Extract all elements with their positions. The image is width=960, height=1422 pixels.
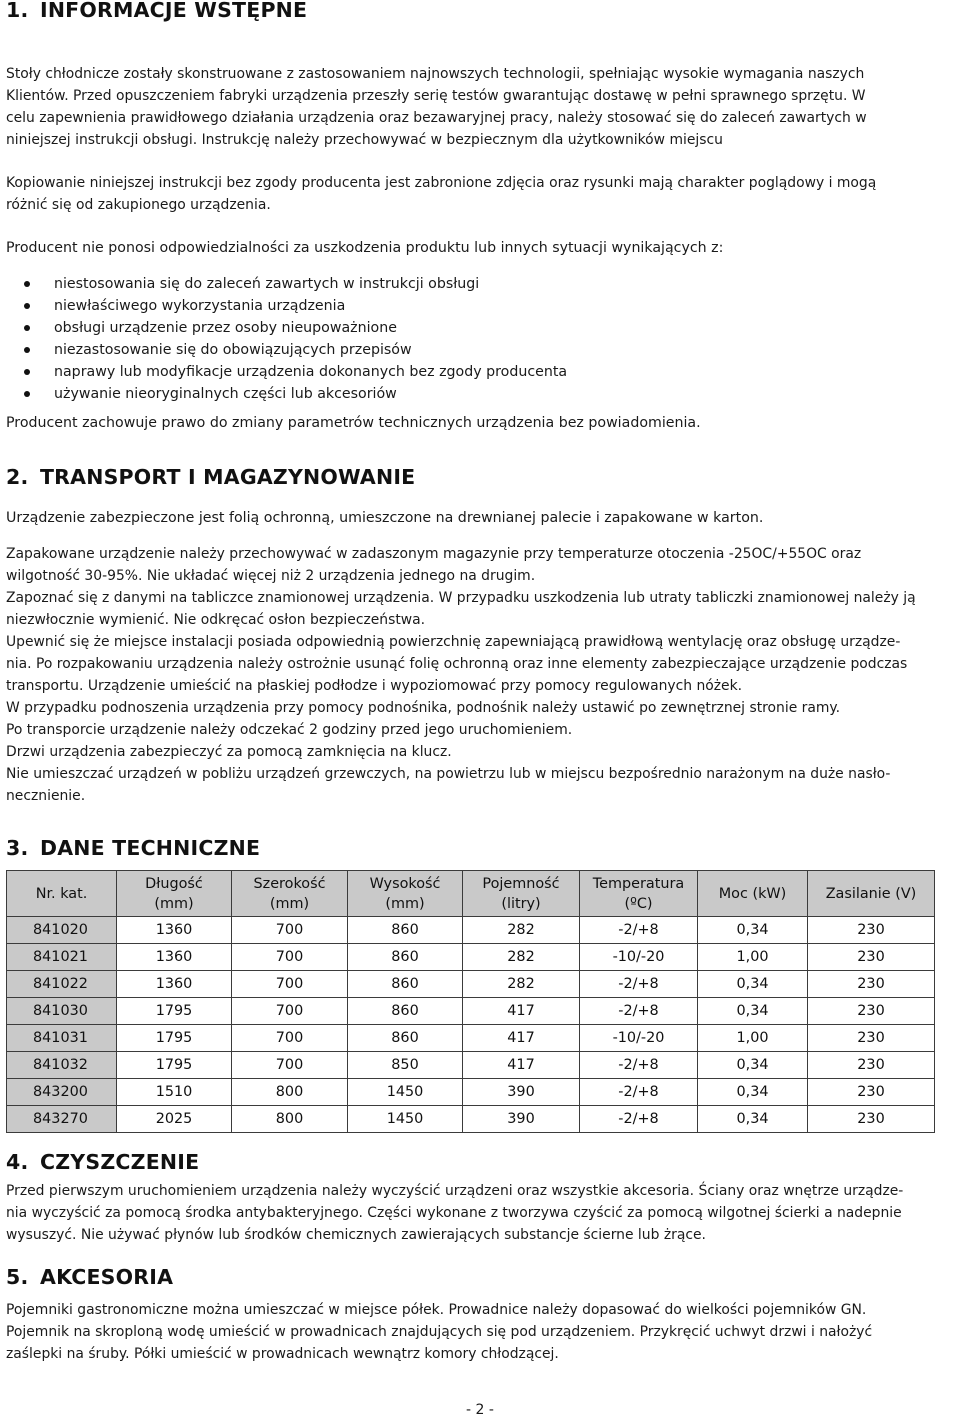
table-cell: 841032 — [7, 1052, 117, 1079]
section-heading-1 — [6, 0, 307, 22]
table-cell: 0,34 — [698, 1052, 808, 1079]
table-cell: 1795 — [117, 1052, 232, 1079]
table-row — [7, 917, 935, 944]
table-cell: 1795 — [117, 998, 232, 1025]
section-heading-3 — [6, 836, 260, 860]
table-cell: 417 — [463, 998, 580, 1025]
table-cell: 230 — [808, 944, 935, 971]
table-cell: 230 — [808, 998, 935, 1025]
table-cell: 0,34 — [698, 971, 808, 998]
table-cell: 230 — [808, 1106, 935, 1133]
section-title: INFORMACJE WSTĘPNE — [40, 0, 308, 22]
table-cell: 1,00 — [698, 944, 808, 971]
list-item: niestosowania się do zaleceń zawartych w instrukcji obsługi — [22, 273, 567, 295]
table-cell: 800 — [232, 1079, 348, 1106]
transport-paragraph-2: Zapakowane urządzenie należy przechowywać w zadaszonym magazynie przy temperaturze otoczenia -25OC/+55OC oraz wilgotność 30-95%. Nie układać więcej niż 2 urządzenia jednego na drugim. Zapoznać się z danymi na tabliczce znamionowej urządzenia. W przypadku uszkodzenia lub utraty tabliczki znamionowej należy ją niezwłocznie wymienić. Nie odkręcać osłon bezpieczeństwa. Upewnić się że miejsce instalacji posiada odpowiednią powierzchnię zapewniającą prawidłową wentylację oraz obsługę urządze- nia. Po rozpakowaniu urządzenia należy ostrożnie usunąć folię ochronną oraz inne elementy zabezpieczające urządzenie podczas transportu. Urządzenie umieścić na płaskiej podłodze i wypoziomować przy pomocy regulowanych nóżek. W przypadku podnoszenia urządzenia przy pomocy podnośnika, podnośnik należy ustawić po zewnętrznej stronie ramy. Po transporcie urządzenie należy odczekać 2 godziny przed jego uruchomieniem. Drzwi urządzenia zabezpieczyć za pomocą zamknięcia na klucz. Nie umieszczać urządzeń w pobliżu urządzeń grzewczych, na powietrzu lub w miejscu bezpośrednio narażonym na duże nasło- necznienie. — [6, 546, 916, 804]
table-cell: 860 — [348, 998, 463, 1025]
table-cell: 841021 — [7, 944, 117, 971]
column-header: Zasilanie (V) — [808, 871, 935, 917]
table-cell: 1360 — [117, 971, 232, 998]
table-cell: 230 — [808, 1079, 935, 1106]
table-cell: 700 — [232, 971, 348, 998]
table-cell: 390 — [463, 1106, 580, 1133]
list-item: naprawy lub modyfikacje urządzenia dokonanych bez zgody producenta — [22, 361, 567, 383]
section-heading-5 — [6, 1265, 173, 1289]
table-cell: 1450 — [348, 1106, 463, 1133]
table-cell: 841031 — [7, 1025, 117, 1052]
table-cell: 0,34 — [698, 1106, 808, 1133]
table-cell: 700 — [232, 1025, 348, 1052]
table-cell: 230 — [808, 917, 935, 944]
column-header: Nr. kat. — [7, 871, 117, 917]
column-header: Długość (mm) — [117, 871, 232, 917]
column-header: Moc (kW) — [698, 871, 808, 917]
table-cell: -2/+8 — [580, 1079, 698, 1106]
table-row — [7, 1052, 935, 1079]
list-item: niezastosowanie się do obowiązujących przepisów — [22, 339, 567, 361]
table-row — [7, 944, 935, 971]
table-cell: 390 — [463, 1079, 580, 1106]
table-cell: 1360 — [117, 917, 232, 944]
table-cell: 700 — [232, 917, 348, 944]
table-cell: 800 — [232, 1106, 348, 1133]
column-header: Szerokość (mm) — [232, 871, 348, 917]
table-cell: 850 — [348, 1052, 463, 1079]
table-cell: -2/+8 — [580, 998, 698, 1025]
table-header-row — [7, 871, 935, 917]
table-cell: 860 — [348, 944, 463, 971]
section-heading-4 — [6, 1150, 199, 1174]
table-cell: 841020 — [7, 917, 117, 944]
table-row — [7, 1079, 935, 1106]
list-item: obsługi urządzenie przez osoby nieupoważnione — [22, 317, 567, 339]
table-cell: 0,34 — [698, 998, 808, 1025]
page-number: - 2 - — [466, 1402, 494, 1418]
section-number: 4. — [6, 1150, 29, 1174]
table-body — [7, 917, 935, 1133]
intro-paragraph-4: Producent zachowuje prawo do zmiany parametrów technicznych urządzenia bez powiadomienia. — [6, 415, 701, 431]
table-cell: -10/-20 — [580, 944, 698, 971]
liability-list — [22, 273, 567, 405]
table-cell: 1,00 — [698, 1025, 808, 1052]
table-cell: 0,34 — [698, 917, 808, 944]
technical-data-table — [6, 870, 935, 1133]
table-cell: 841022 — [7, 971, 117, 998]
table-cell: 282 — [463, 917, 580, 944]
section-title: CZYSZCZENIE — [40, 1150, 200, 1174]
list-item: używanie nieoryginalnych części lub akcesoriów — [22, 383, 567, 405]
table-cell: 1450 — [348, 1079, 463, 1106]
intro-paragraph-2: Kopiowanie niniejszej instrukcji bez zgody producenta jest zabronione zdjęcia oraz rysunki mają charakter poglądowy i mogą różnić się od zakupionego urządzenia. — [6, 175, 877, 213]
table-cell: 230 — [808, 971, 935, 998]
table-cell: 282 — [463, 944, 580, 971]
table-cell: 700 — [232, 998, 348, 1025]
table-cell: 843270 — [7, 1106, 117, 1133]
table-row — [7, 971, 935, 998]
section-heading-2 — [6, 465, 415, 489]
table-cell: -2/+8 — [580, 1052, 698, 1079]
table-cell: 230 — [808, 1025, 935, 1052]
table-cell: 860 — [348, 1025, 463, 1052]
intro-paragraph-3: Producent nie ponosi odpowiedzialności za uszkodzenia produktu lub innych sytuacji wynikających z: — [6, 240, 724, 256]
table-cell: 860 — [348, 971, 463, 998]
table-cell: 1360 — [117, 944, 232, 971]
table-cell: 417 — [463, 1052, 580, 1079]
table-cell: 700 — [232, 944, 348, 971]
table-cell: 2025 — [117, 1106, 232, 1133]
cleaning-paragraph: Przed pierwszym uruchomieniem urządzenia należy wyczyścić urządzeni oraz wszystkie akcesoria. Ściany oraz wnętrze urządze- nia wyczyścić za pomocą środka antybakteryjnego. Części wykonane z tworzywa czyścić za pomocą wilgotnej ścierki a nadepnie wysuszyć. Nie używać płynów lub środków chemicznych zawierających substancje ścierne lub żrące. — [6, 1183, 904, 1243]
table-cell: 860 — [348, 917, 463, 944]
table-cell: 1510 — [117, 1079, 232, 1106]
column-header: Temperatura (ºC) — [580, 871, 698, 917]
section-number: 5. — [6, 1265, 29, 1289]
section-title: AKCESORIA — [40, 1265, 174, 1289]
intro-paragraph-1: Stoły chłodnicze zostały skonstruowane z zastosowaniem najnowszych technologii, spełniając wysokie wymagania naszych Klientów. Przed opuszczeniem fabryki urządzenia przeszły serię testów gwarantując dostawę w pełni sprawnego sprzętu. W celu zapewnienia prawidłowego działania urządzenia oraz bezawaryjnej pracy, należy stosować się do zaleceń zawartych w niniejszej instrukcji obsługi. Instrukcję należy przechowywać w bezpiecznym dla użytkowników miejscu — [6, 66, 867, 148]
table-cell: -2/+8 — [580, 971, 698, 998]
transport-paragraph-1: Urządzenie zabezpieczone jest folią ochronną, umieszczone na drewnianej palecie i zapakowane w karton. — [6, 510, 764, 526]
table-cell: 230 — [808, 1052, 935, 1079]
table-row — [7, 1106, 935, 1133]
accessories-paragraph: Pojemniki gastronomiczne można umieszczać w miejsce półek. Prowadnice należy dopasować do wielkości pojemników GN. Pojemnik na skroploną wodę umieścić w prowadnicach znajdujących się pod urządzeniem. Przykręcić uchwyt drzwi i nałożyć zaślepki na śruby. Półki umieścić w prowadnicach wewnątrz komory chłodzącej. — [6, 1302, 873, 1362]
table-cell: 843200 — [7, 1079, 117, 1106]
table-cell: 0,34 — [698, 1079, 808, 1106]
section-title: TRANSPORT I MAGAZYNOWANIE — [40, 465, 416, 489]
table-cell: 282 — [463, 971, 580, 998]
column-header: Wysokość (mm) — [348, 871, 463, 917]
table-row — [7, 998, 935, 1025]
table-cell: -2/+8 — [580, 1106, 698, 1133]
column-header: Pojemność (litry) — [463, 871, 580, 917]
table-cell: 841030 — [7, 998, 117, 1025]
section-number: 3. — [6, 836, 29, 860]
table-cell: -10/-20 — [580, 1025, 698, 1052]
section-number: 2. — [6, 465, 29, 489]
table-cell: -2/+8 — [580, 917, 698, 944]
table-row — [7, 1025, 935, 1052]
list-item: niewłaściwego wykorzystania urządzenia — [22, 295, 567, 317]
table-cell: 1795 — [117, 1025, 232, 1052]
section-title: DANE TECHNICZNE — [40, 836, 261, 860]
table-cell: 700 — [232, 1052, 348, 1079]
section-number: 1. — [6, 0, 29, 22]
table-cell: 417 — [463, 1025, 580, 1052]
